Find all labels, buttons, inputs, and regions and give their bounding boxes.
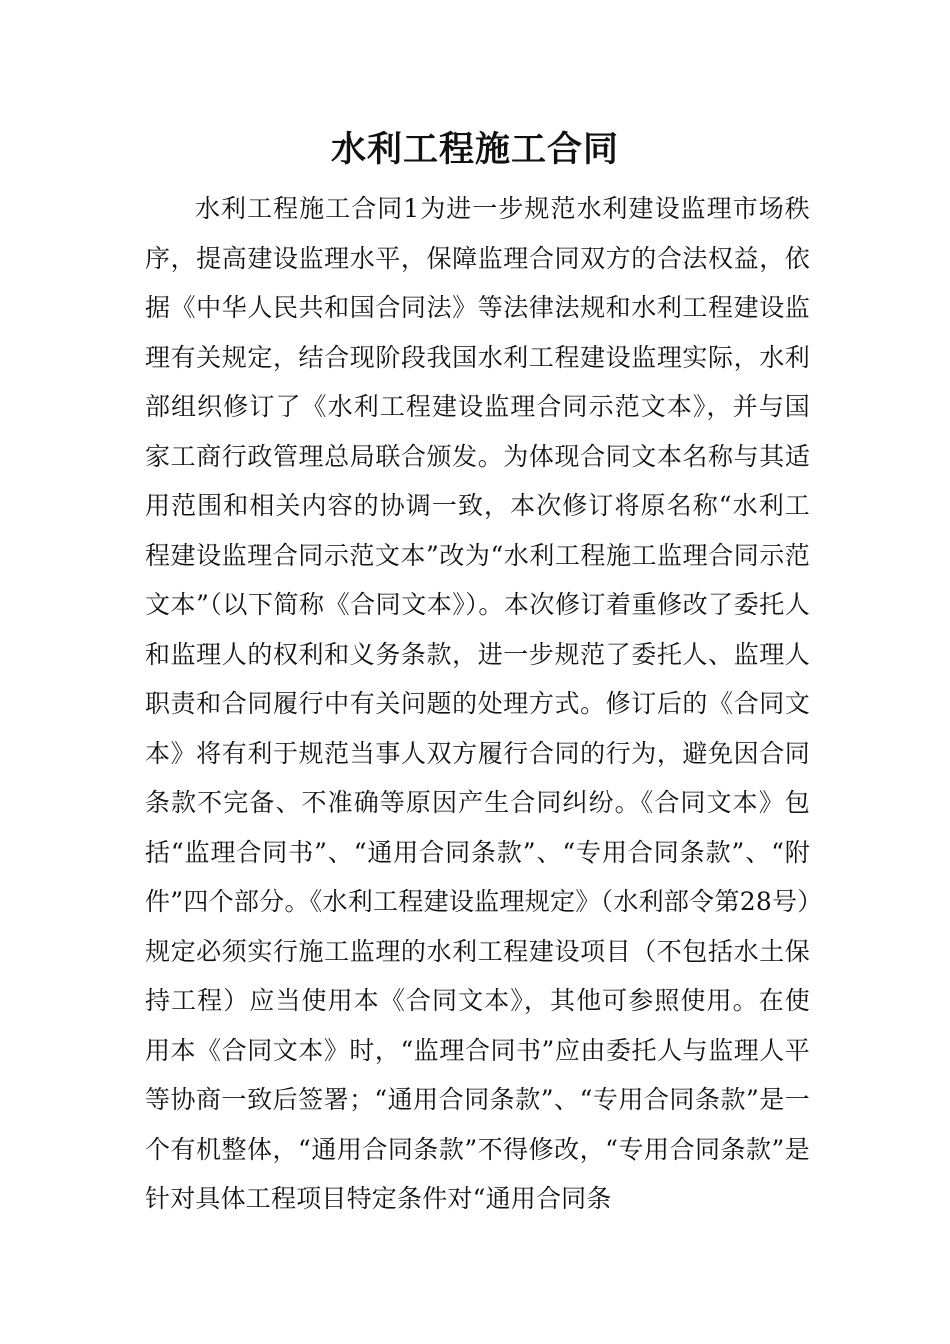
document-title: 水利工程施工合同	[330, 130, 619, 170]
document-body-paragraph: 水利工程施工合同1为进一步规范水利建设监理市场秩序，提高建设监理水平，保障监理合同双方的合法权益，依据《中华人民共和国合同法》等法律法规和水利工程建设监理有关规定，结合现阶段我国水利工程建设监理实际，水利部组织修订了《水利工程建设监理合同示范文本》，并与国家工商行政管理总局联合颁发。为体现合同文本名称与其适用范围和相关内容的协调一致，本次修订将原名称“水利工程建设监理合同示范文本”改为“水利工程施工监理合同示范文本”（以下简称《合同文本》）。本次修订着重修改了委托人和监理人的权利和义务条款，进一步规范了委托人、监理人职责和合同履行中有关问题的处理方式。修订后的《合同文本》将有利于规范当事人双方履行合同的行为，避免因合同条款不完备、不准确等原因产生合同纠纷。《合同文本》包括“监理合同书”、“通用合同条款”、“专用合同条款”、“附件”四个部分。《水利工程建设监理规定》（水利部令第28号）规定必须实行施工监理的水利工程建设项目（不包括水土保持工程）应当使用本《合同文本》，其他可参照使用。在使用本《合同文本》时，“监理合同书”应由委托人与监理人平等协商一致后签署；“通用合同条款”、“专用合同条款”是一个有机整体，“通用合同条款”不得修改，“专用合同条款”是针对具体工程项目特定条件对“通用合同条	[145, 194, 810, 1213]
